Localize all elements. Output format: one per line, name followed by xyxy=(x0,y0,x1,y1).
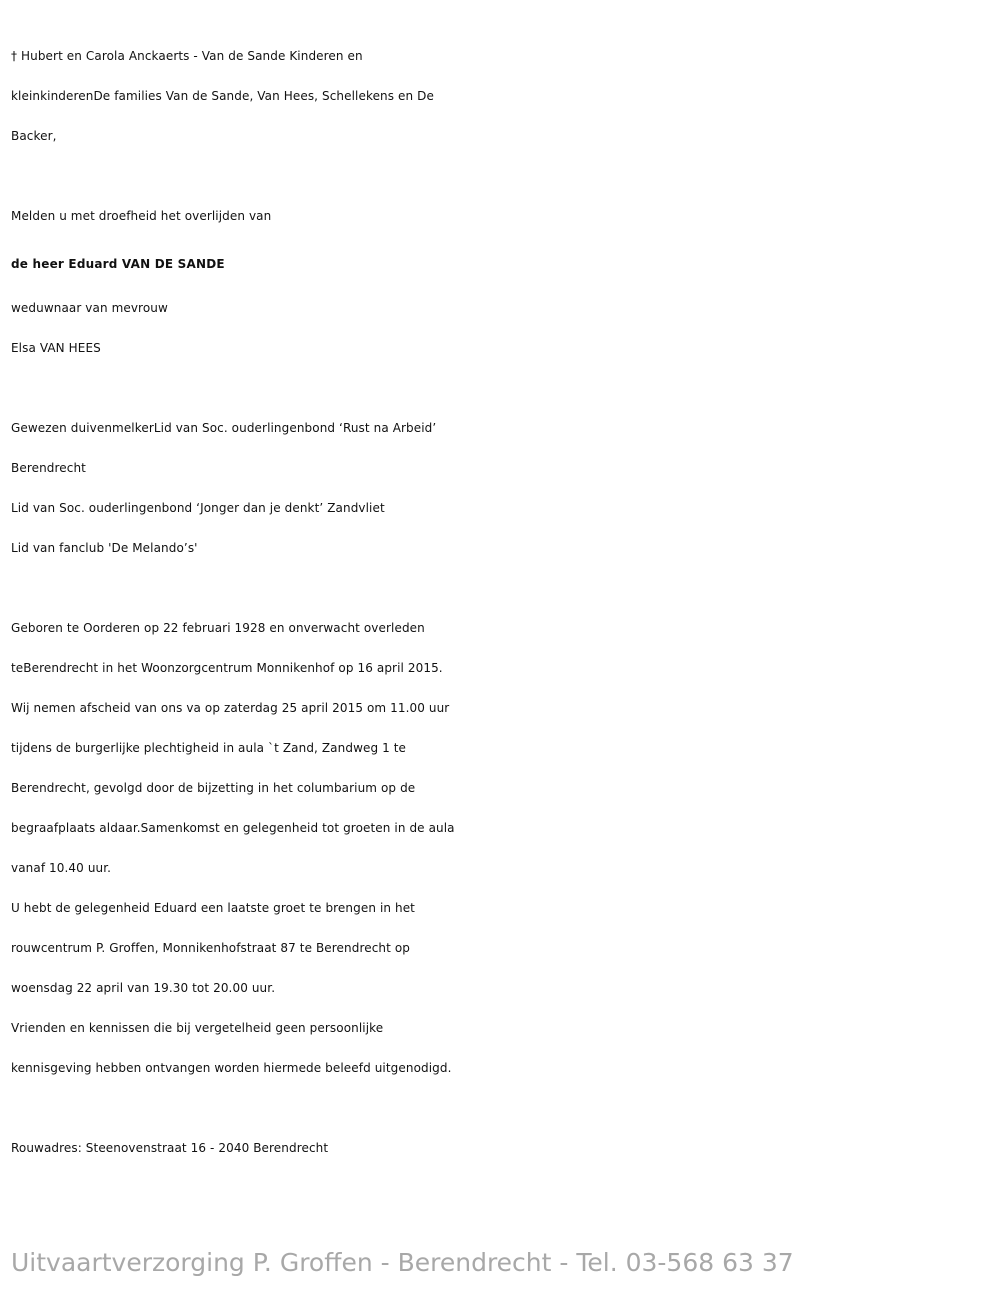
spouse-block xyxy=(11,288,991,368)
intro-line: kleinkinderenDe families Van de Sande, Van Hees, Schellekens en De xyxy=(11,89,434,103)
details-line: woensdag 22 april van 19.30 tot 20.00 uur. xyxy=(11,981,276,995)
details-line: Wij nemen afscheid van ons va op zaterdag 25 april 2015 om 11.00 uur xyxy=(11,701,450,715)
mourning-address: Rouwadres: Steenovenstraat 16 - 2040 Berendrecht xyxy=(11,1141,329,1155)
obituary-notice xyxy=(11,36,991,1168)
details-line: teBerendrecht in het Woonzorgcentrum Monnikenhof op 16 april 2015. xyxy=(11,661,443,675)
deceased-name: de heer Eduard VAN DE SANDE xyxy=(11,257,225,271)
spacer xyxy=(11,1088,991,1128)
memberships-block xyxy=(11,408,991,568)
spouse-line: weduwnaar van mevrouw xyxy=(11,301,168,315)
announcement-text: Melden u met droefheid het overlijden van xyxy=(11,209,272,223)
spouse-line: Elsa VAN HEES xyxy=(11,341,101,355)
intro-line: Backer, xyxy=(11,129,57,143)
spacer xyxy=(11,568,991,608)
details-line: tijdens de burgerlijke plechtigheid in aula `t Zand, Zandweg 1 te xyxy=(11,741,407,755)
funeral-home-footer: Uitvaartverzorging P. Groffen - Berendrecht - Tel. 03-568 63 37 xyxy=(11,1248,794,1277)
intro-line: † Hubert en Carola Anckaerts - Van de Sande Kinderen en xyxy=(11,49,363,63)
membership-line: Berendrecht xyxy=(11,461,86,475)
spacer xyxy=(11,368,991,408)
membership-line: Lid van fanclub 'De Melando’s' xyxy=(11,541,198,555)
details-block xyxy=(11,608,991,1088)
membership-line: Lid van Soc. ouderlingenbond ‘Jonger dan je denkt’ Zandvliet xyxy=(11,501,385,515)
details-line: Berendrecht, gevolgd door de bijzetting in het columbarium op de xyxy=(11,781,416,795)
details-line: kennisgeving hebben ontvangen worden hiermede beleefd uitgenodigd. xyxy=(11,1061,452,1075)
details-line: vanaf 10.40 uur. xyxy=(11,861,112,875)
intro-block xyxy=(11,36,991,156)
details-line: Vrienden en kennissen die bij vergetelheid geen persoonlijke xyxy=(11,1021,384,1035)
details-line: Geboren te Oorderen op 22 februari 1928 en onverwacht overleden xyxy=(11,621,425,635)
details-line: U hebt de gelegenheid Eduard een laatste groet te brengen in het xyxy=(11,901,415,915)
spacer xyxy=(11,156,991,196)
details-line: rouwcentrum P. Groffen, Monnikenhofstraat 87 te Berendrecht op xyxy=(11,941,410,955)
details-line: begraafplaats aldaar.Samenkomst en gelegenheid tot groeten in de aula xyxy=(11,821,455,835)
membership-line: Gewezen duivenmelkerLid van Soc. ouderlingenbond ‘Rust na Arbeid’ xyxy=(11,421,437,435)
